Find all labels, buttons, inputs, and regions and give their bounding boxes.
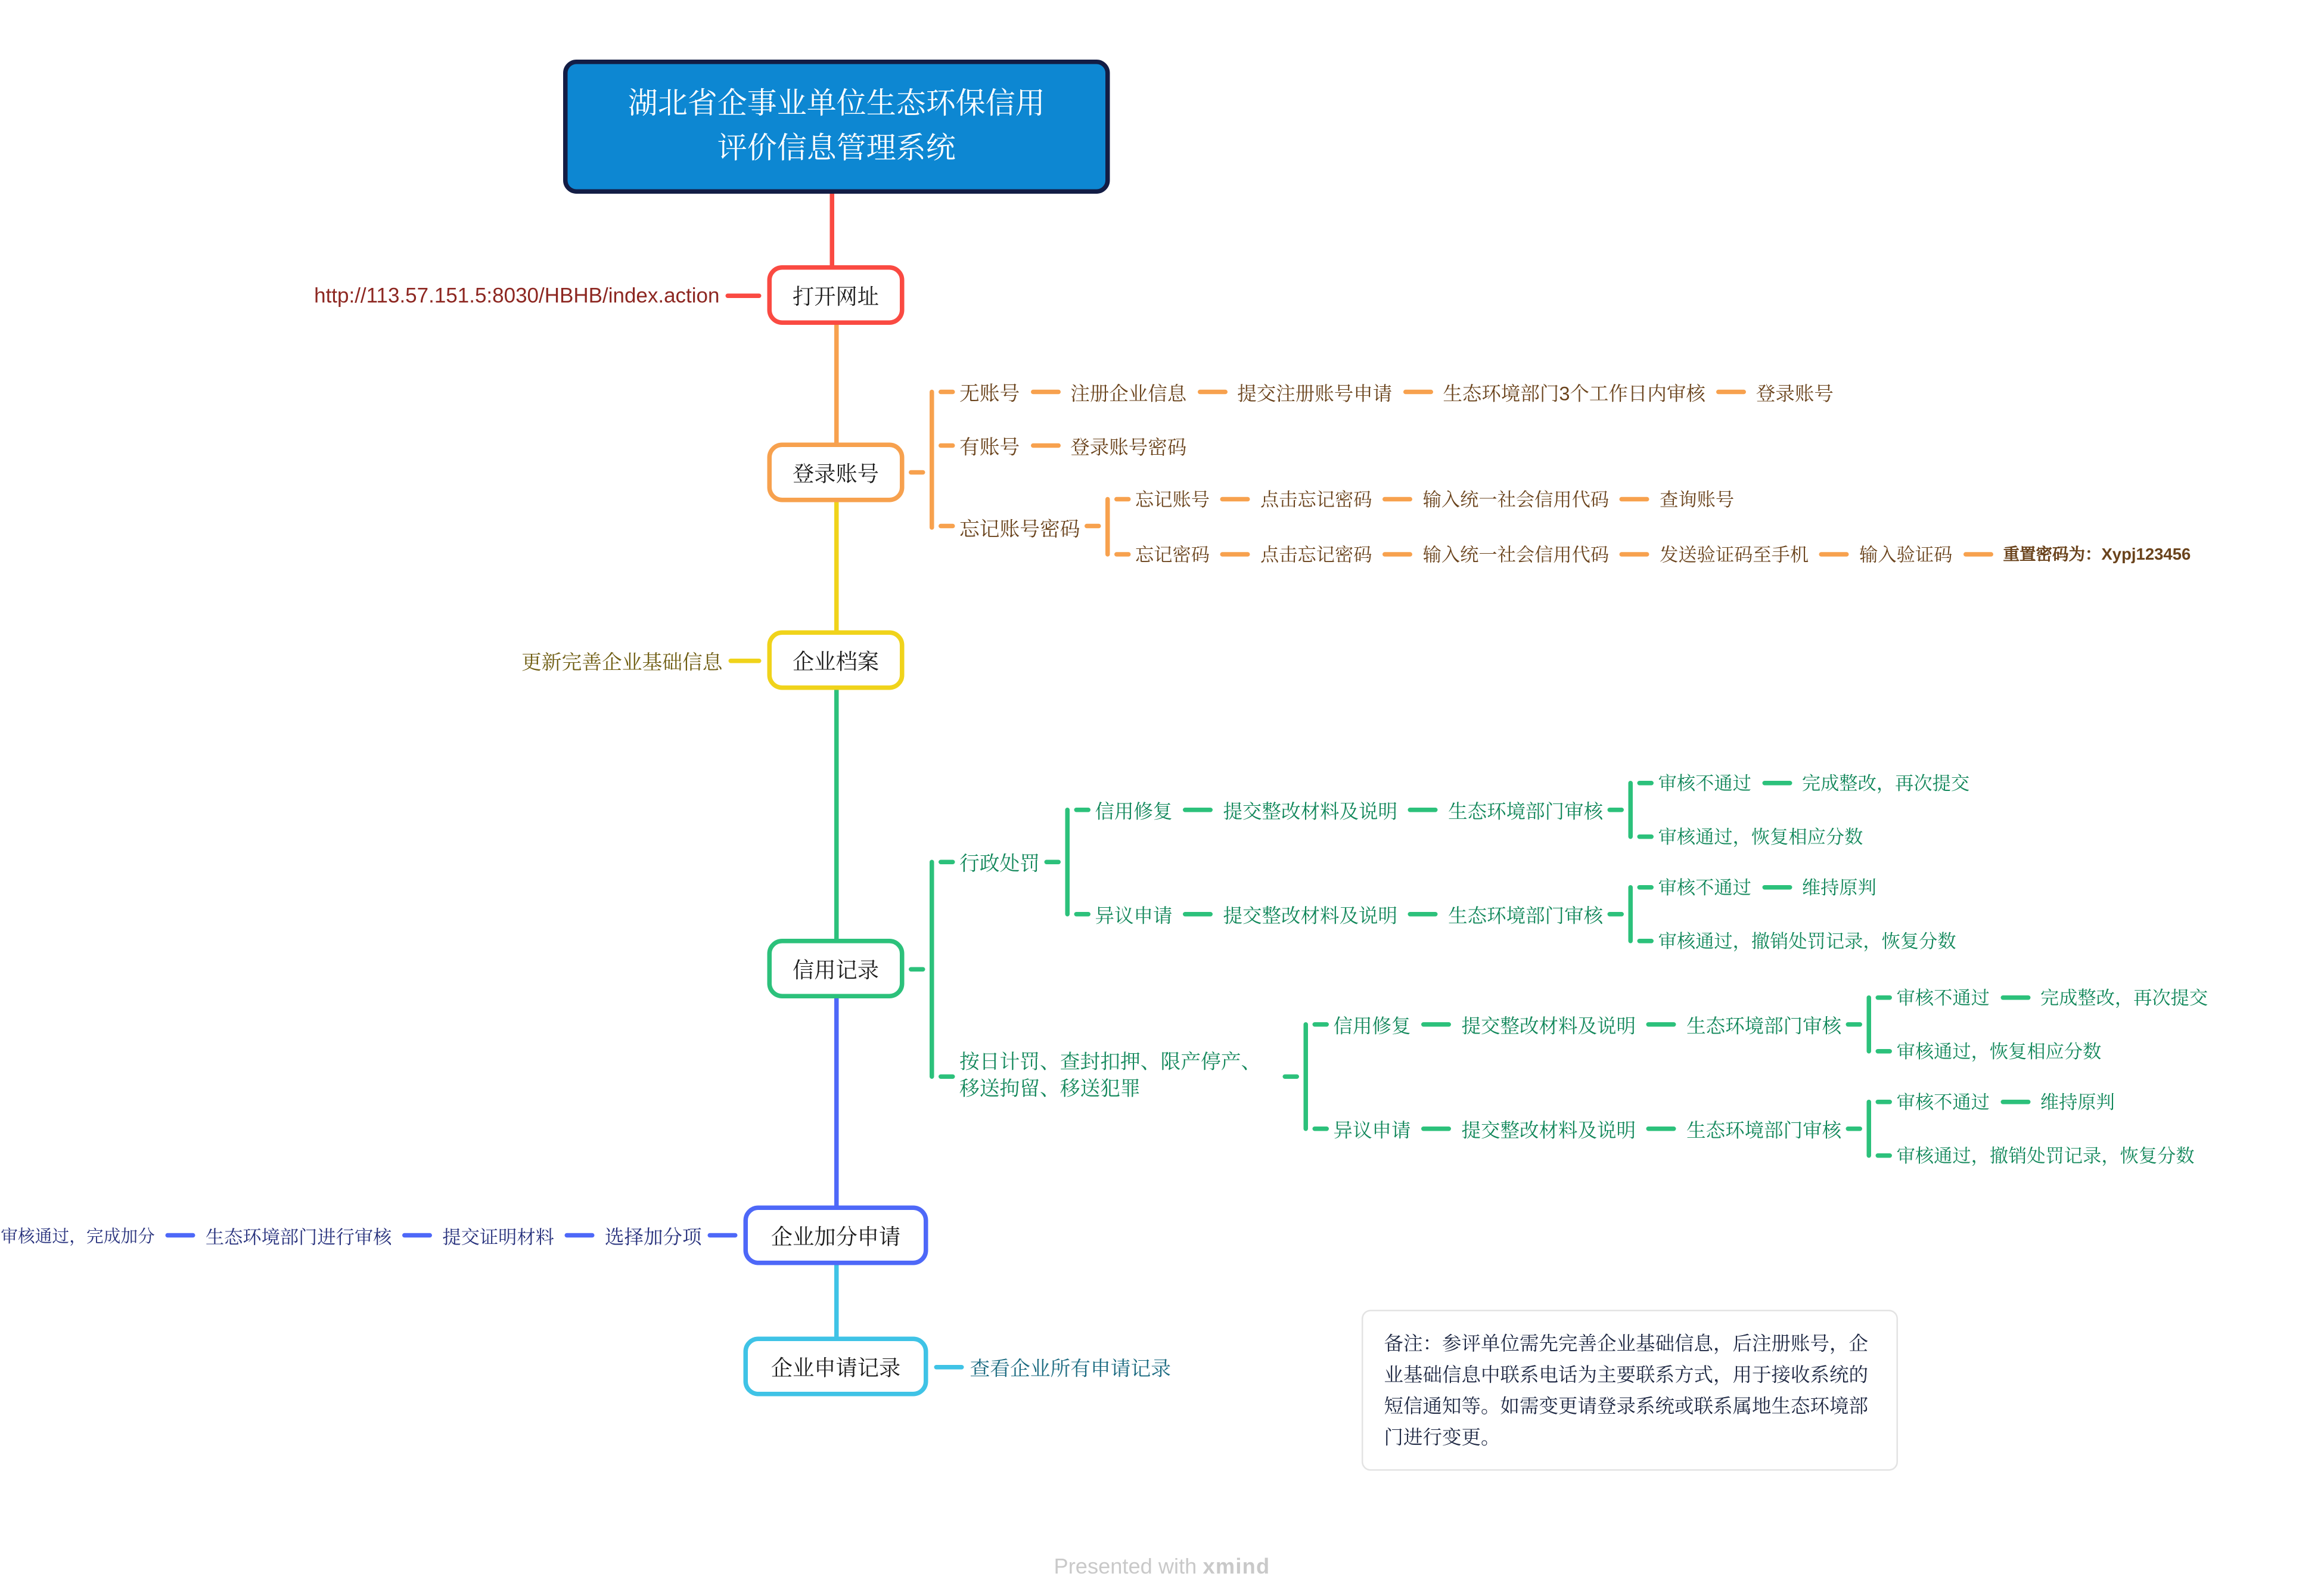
branch-bracket [1629,780,1633,839]
has-account-row [934,426,2191,464]
forgot-account-row [1110,479,2191,518]
note-text: 备注：参评单位需先完善企业基础信息，后注册账号，企业基础信息中联系电话为主要联系方式，用于接收系统的短信通知等。如需变更请登录系统或联系属地生态环境部门进行变更。 [1384,1332,1869,1449]
topic-submit-materials[interactable]: 提交整改材料及说明 [1223,799,1398,822]
topic-records-label: 企业申请记录 [770,1357,901,1381]
branch-bracket [1867,995,1872,1053]
topic-review-fail[interactable]: 审核不通过 [1658,877,1751,899]
topic-login[interactable] [768,443,905,502]
objection-group [1308,1082,2208,1174]
topic-dept-review[interactable]: 生态环境部门审核 [1448,904,1604,926]
forgot-group [934,479,2191,573]
connector-stub [1045,859,1061,864]
topic-objection[interactable]: 异议申请 [1095,904,1173,926]
topic-keep-ruling[interactable]: 维持原判 [2040,1092,2115,1113]
connector-stub [939,524,955,529]
branch-bracket [1867,1099,1872,1158]
connector-dash [1403,389,1433,394]
topic-credit-repair[interactable]: 信用修复 [1095,799,1173,822]
outcome-fail-row [1633,867,1956,906]
branch-bracket [1065,807,1070,916]
root-topic[interactable] [563,60,1110,194]
connector-stub [909,966,925,971]
branch-bracket [930,859,934,1078]
topic-dept-review[interactable]: 生态环境部门审核 [1448,799,1604,822]
connector-dash [1963,551,1993,556]
connector-stub [1876,1048,1893,1053]
connector-stub [1876,1099,1893,1104]
topic-login-password[interactable]: 登录账号密码 [1070,435,1187,458]
connector-dash [2000,995,2030,1000]
connector-stub [1846,1126,1863,1131]
profile-branch [521,646,768,675]
connector-dash [708,1233,738,1238]
connector-dash [2000,1099,2030,1104]
connector-stub [1638,780,1654,785]
connector-openurl-login [834,322,838,446]
connector-stub [939,443,955,448]
connector-dash [1220,497,1250,501]
xmind-logo: xmind [1203,1556,1270,1580]
connector-dash [1030,443,1060,448]
outcome-fail-row [1871,978,2208,1016]
topic-reset-password[interactable]: 重置密码为：Xypj123456 [2003,546,2191,564]
connector-stub [939,389,955,394]
connector-stub [1608,807,1624,812]
credit-repair-group [1070,763,1969,855]
topic-review-pass-revoke[interactable]: 审核通过，撤销处罚记录，恢复分数 [1658,931,1956,952]
topic-update-profile[interactable]: 更新完善企业基础信息 [521,651,723,674]
topic-no-account[interactable]: 无账号 [959,382,1020,405]
connector-dash [1646,1022,1676,1026]
topic-dept-review-bonus[interactable]: 生态环境部门进行审核 [205,1226,392,1248]
topic-forgot-account-password[interactable]: 忘记账号密码 [959,517,1080,539]
topic-bonus-approved[interactable]: 审核通过，完成加分 [1,1228,155,1246]
branch-bracket [1105,497,1110,556]
topic-submit-materials[interactable]: 提交整改材料及说明 [1461,1118,1636,1141]
topic-daily-penalty[interactable]: 按日计罚、查封扣押、限产停产、移送拘留、移送犯罪 [959,1050,1262,1100]
connector-stub [939,859,955,864]
forgot-password-row [1110,534,2191,573]
branch-bracket [930,389,934,529]
outcome-fail-row [1871,1082,2195,1121]
login-branch [905,372,2191,573]
connector-dash [1421,1126,1451,1131]
topic-enter-sms-code[interactable]: 输入验证码 [1859,544,1953,566]
topic-register-info[interactable]: 注册企业信息 [1070,381,1187,404]
connector-stub [1638,885,1654,889]
connector-dash [165,1233,195,1238]
records-branch [928,1352,1172,1382]
bonus-branch [1,1221,743,1250]
topic-open-url-label: 打开网址 [793,285,879,309]
connector-stub [909,470,925,475]
topic-bonus-label: 企业加分申请 [770,1225,901,1250]
connector-stub [1638,938,1654,943]
topic-enter-credit-code[interactable]: 输入统一社会信用代码 [1422,489,1610,511]
topic-send-sms-code[interactable]: 发送验证码至手机 [1660,544,1809,566]
connector-dash [1220,551,1250,556]
connector-credit-bonus [834,995,838,1209]
topic-dept-review[interactable]: 生态环境部门审核 [1686,1014,1842,1037]
topic-profile-label: 企业档案 [793,650,879,675]
connector-stub [1283,1073,1300,1078]
connector-login-profile [834,499,838,634]
topic-review-fail[interactable]: 审核不通过 [1896,1092,1990,1113]
topic-review-pass[interactable]: 审核通过，恢复相应分数 [1896,1041,2102,1063]
topic-credit-repair[interactable]: 信用修复 [1333,1014,1411,1037]
outcome-pass-row [1633,817,1969,855]
admin-penalty-group [934,763,2208,960]
topic-bonus-application[interactable] [744,1206,928,1265]
topic-submit-register[interactable]: 提交注册账号申请 [1237,381,1393,404]
connector-dash [1408,807,1438,812]
topic-company-profile[interactable] [768,631,905,690]
connector-stub [1876,1153,1893,1158]
credit-branch [905,763,2208,1174]
connector-stub [1876,995,1893,1000]
root-title-line1: 湖北省企事业单位生态环保信用 [627,88,1045,121]
connector-dash [1183,911,1213,916]
topic-dept-review-3days[interactable]: 生态环境部门3个工作日内审核 [1443,381,1705,404]
connector-stub [1114,497,1131,501]
connector-stub [939,1073,955,1078]
topic-review-fail[interactable]: 审核不通过 [1658,773,1751,795]
root-title-line2: 评价信息管理系统 [717,132,956,166]
connector-stub [1114,551,1131,556]
topic-redo-submit[interactable]: 完成整改，再次提交 [2040,988,2208,1009]
topic-submit-materials[interactable]: 提交整改材料及说明 [1223,904,1398,926]
connector-dash [1761,780,1791,785]
connector-dash [1761,885,1791,889]
topic-submit-materials[interactable]: 提交整改材料及说明 [1461,1014,1636,1037]
connector-dash [1716,389,1745,394]
connector-stub [1638,834,1654,839]
topic-open-url[interactable] [768,265,905,325]
connector-dash [1197,389,1227,394]
connector-dash [1408,911,1438,916]
topic-query-account[interactable]: 查询账号 [1660,489,1735,511]
connector-stub [1608,911,1624,916]
no-account-row [934,372,2191,411]
daily-penalty-group [934,978,2208,1174]
connector-dash [1030,389,1060,394]
topic-submit-proof[interactable]: 提交证明材料 [442,1226,554,1248]
topic-login-label: 登录账号 [793,463,879,487]
connector-dash [1183,807,1213,812]
topic-click-forgot[interactable]: 点击忘记密码 [1260,544,1372,566]
connector-dash [726,293,762,297]
connector-dash [1382,497,1412,501]
outcome-pass-row [1871,1135,2195,1174]
topic-dept-review[interactable]: 生态环境部门审核 [1686,1118,1842,1141]
outcome-fail-row [1633,763,1969,802]
connector-stub [1074,911,1091,916]
connector-root-openurl [830,191,835,268]
connector-dash [729,658,762,663]
topic-has-account[interactable]: 有账号 [959,436,1020,458]
topic-keep-ruling[interactable]: 维持原判 [1801,877,1876,899]
topic-review-fail[interactable]: 审核不通过 [1896,988,1990,1009]
connector-dash [1620,551,1649,556]
connector-profile-credit [834,687,838,942]
objection-group [1070,867,1969,960]
connector-stub [1085,524,1101,529]
topic-click-forgot[interactable]: 点击忘记密码 [1260,489,1372,511]
topic-credit-record[interactable] [768,939,905,998]
connector-bonus-records [834,1262,838,1340]
connector-stub [1074,807,1091,812]
connector-stub [1313,1126,1329,1131]
topic-enter-credit-code[interactable]: 输入统一社会信用代码 [1422,544,1610,566]
connector-dash [1819,551,1849,556]
topic-objection[interactable]: 异议申请 [1333,1118,1411,1141]
connector-dash [1646,1126,1676,1131]
connector-stub [1313,1022,1329,1026]
open-url-branch [314,283,767,307]
outcome-pass-row [1633,921,1956,960]
connector-dash [1382,551,1412,556]
topic-admin-penalty[interactable]: 行政处罚 [959,852,1040,875]
topic-review-pass[interactable]: 审核通过，恢复相应分数 [1658,827,1863,848]
credit-repair-group [1308,978,2208,1070]
connector-stub [1846,1022,1863,1026]
note-box[interactable] [1362,1310,1898,1471]
branch-bracket [1629,885,1633,943]
topic-review-pass-revoke[interactable]: 审核通过，撤销处罚记录，恢复分数 [1896,1146,2195,1167]
branch-bracket [1304,1022,1309,1131]
topic-application-records[interactable] [744,1337,928,1397]
topic-forgot-password[interactable]: 忘记密码 [1135,544,1210,566]
connector-dash [1620,497,1649,501]
url-label[interactable]: http://113.57.151.5:8030/HBHB/index.action [314,283,720,307]
connector-dash [1421,1022,1451,1026]
footer-credit [0,1556,2324,1580]
topic-forgot-account[interactable]: 忘记账号 [1135,489,1210,511]
topic-view-records[interactable]: 查看企业所有申请记录 [970,1357,1171,1380]
topic-select-bonus-item[interactable]: 选择加分项 [604,1225,702,1248]
connector-dash [934,1364,964,1369]
footer-prefix: Presented with [1054,1556,1203,1580]
topic-login-account[interactable]: 登录账号 [1756,381,1834,404]
connector-dash [564,1233,594,1238]
outcome-pass-row [1871,1031,2208,1070]
connector-dash [402,1233,432,1238]
topic-credit-label: 信用记录 [793,958,879,983]
topic-redo-submit[interactable]: 完成整改，再次提交 [1801,773,1970,795]
